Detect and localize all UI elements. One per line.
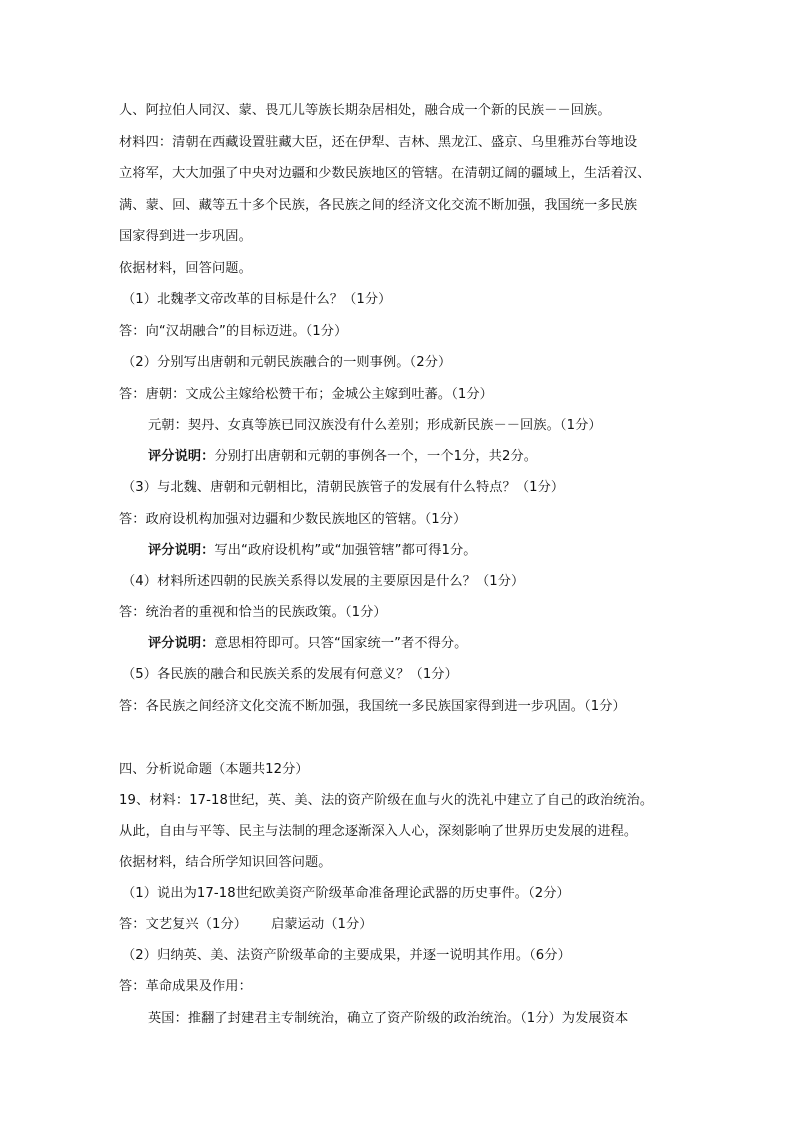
text-line: 满、蒙、回、藏等五十多个民族，各民族之间的经济文化交流不断加强，我国统一多民族 xyxy=(119,198,638,213)
scoring-note-text: 写出“政府设机构”或“加强管辖”都可得1分。 xyxy=(214,543,477,558)
answer-line: 答：向“汉胡融合”的目标迈进。（1分） xyxy=(119,324,348,339)
question-line: （3）与北魏、唐朝和元朝相比，清朝民族管子的发展有什么特点？（1分） xyxy=(122,480,565,495)
text-line: 国家得到进一步巩固。 xyxy=(119,229,252,244)
answer-part: 启蒙运动（1分） xyxy=(271,917,373,932)
answer-line: 答：唐朝：文成公主嫁给松赞干布；金城公主嫁到吐蕃。（1分） xyxy=(119,387,493,402)
question-line: （5）各民族的融合和民族关系的发展有何意义？（1分） xyxy=(122,667,458,682)
answer-line: 元朝：契丹、女真等族已同汉族没有什么差别；形成新民族－－回族。（1分） xyxy=(148,418,602,433)
text-line: 从此，自由与平等、民主与法制的理念逐渐深入人心，深刻影响了世界历史发展的进程。 xyxy=(119,824,638,839)
answer-line xyxy=(119,915,373,935)
scoring-note xyxy=(148,447,537,467)
scoring-note-text: 分别打出唐朝和元朝的事例各一个，一个1分，共2分。 xyxy=(214,449,538,464)
section-heading: 四、分析说命题（本题共12分） xyxy=(119,762,309,777)
scoring-note xyxy=(148,541,477,561)
scoring-note-text: 意思相符即可。只答“国家统一”者不得分。 xyxy=(214,636,468,651)
text-line: 立将军，大大加强了中央对边疆和少数民族地区的管辖。在清朝辽阔的疆域上，生活着汉、 xyxy=(119,166,651,181)
answer-line: 英国：推翻了封建君主专制统治，确立了资产阶级的政治统治。（1分）为发展资本 xyxy=(148,1011,629,1026)
question-line: （2）归纳英、美、法资产阶级革命的主要成果，并逐一说明其作用。（6分） xyxy=(122,948,571,963)
answer-line: 答：统治者的重视和恰当的民族政策。（1分） xyxy=(119,605,387,620)
question-line: （1）说出为17-18世纪欧美资产阶级革命准备理论武器的历史事件。（2分） xyxy=(122,886,570,901)
scoring-note-label: 评分说明： xyxy=(148,636,215,651)
text-line: 人、阿拉伯人同汉、蒙、畏兀儿等族长期杂居相处，融合成一个新的民族－－回族。 xyxy=(119,103,611,118)
answer-line: 答：革命成果及作用： xyxy=(119,979,252,994)
scoring-note-label: 评分说明： xyxy=(148,449,215,464)
answer-line: 答：政府设机构加强对边疆和少数民族地区的管辖。（1分） xyxy=(119,512,467,527)
question-line: （1）北魏孝文帝改革的目标是什么？（1分） xyxy=(122,292,392,307)
scoring-note xyxy=(148,634,467,654)
text-line: 依据材料，结合所学知识回答问题。 xyxy=(119,855,332,870)
text-line: 材料四：清朝在西藏设置驻藏大臣，还在伊犁、吉林、黑龙江、盛京、乌里雅苏台等地设 xyxy=(119,135,638,150)
question-line: （4）材料所述四朝的民族关系得以发展的主要原因是什么？（1分） xyxy=(122,574,525,589)
scoring-note-label: 评分说明： xyxy=(148,543,215,558)
text-line: 依据材料，回答问题。 xyxy=(119,261,252,276)
answer-part: 答：文艺复兴（1分） xyxy=(119,917,248,932)
answer-line: 答：各民族之间经济文化交流不断加强，我国统一多民族国家得到进一步巩固。（1分） xyxy=(119,699,626,714)
question-line: （2）分别写出唐朝和元朝民族融合的一则事例。（2分） xyxy=(122,355,452,370)
text-line: 19、材料：17-18世纪，英、美、法的资产阶级在血与火的洗礼中建立了自己的政治统治。 xyxy=(119,793,654,808)
